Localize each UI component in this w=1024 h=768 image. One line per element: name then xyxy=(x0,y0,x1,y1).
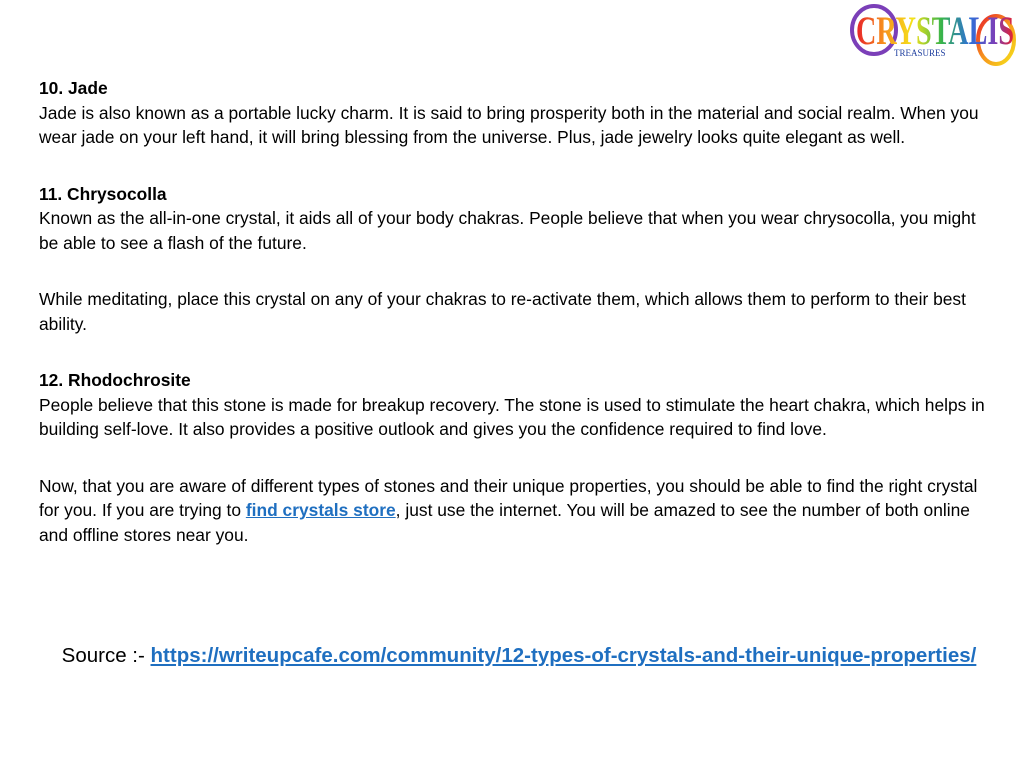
source-url-link[interactable]: https://writeupcafe.com/community/12-types-of-crystals-and-their-unique-properties/ xyxy=(150,644,977,667)
section-heading-chrysocolla: 11. Chrysocolla xyxy=(39,183,167,204)
section-heading-jade: 10. Jade xyxy=(39,78,108,98)
source-label: Source :- xyxy=(61,644,151,667)
logo-subtitle: TREASURES xyxy=(894,48,946,58)
section-paragraph-chrysocolla-1: Known as the all-in-one crystal, it aids all of your body chakras. People believe that when you wear chrysocolla, you might be able to see a flash of the future. xyxy=(39,208,976,253)
section-paragraph-rhodochrosite: People believe that this stone is made for breakup recovery. The stone is used to stimulate the heart chakra, which helps in building self-love. It also provides a positive outlook and gives you the confidence required to find love. xyxy=(39,394,985,439)
section-paragraph-chrysocolla-2: While meditating, place this crystal on any of your chakras to re-activate them, which allows them to perform to their best ability. xyxy=(39,289,966,334)
closing-text-after: , just use the internet. You will be amazed to see the number of both online and offline stores near you. xyxy=(39,500,970,545)
closing-paragraph xyxy=(39,474,999,548)
logo-wordmark: CRYSTALIS xyxy=(856,8,1014,53)
section-heading-rhodochrosite: 12. Rhodochrosite xyxy=(39,370,191,390)
source-line xyxy=(39,642,999,670)
crystalis-logo xyxy=(846,2,1018,70)
closing-text-before: Now, that you are aware of different types of stones and their unique properties, you should be able to find the right crystal for you. If you are trying to xyxy=(39,475,978,520)
logo-graphic xyxy=(846,2,1018,70)
find-crystals-store-link[interactable]: find crystals store xyxy=(245,500,396,520)
section-paragraph-jade: Jade is also known as a portable lucky charm. It is said to bring prosperity both in the material and social realm. When you wear jade on your left hand, it will bring blessing from the universe. Plus, jade jewelry looks quite elegant as well. xyxy=(39,102,979,147)
article-body xyxy=(39,76,999,547)
